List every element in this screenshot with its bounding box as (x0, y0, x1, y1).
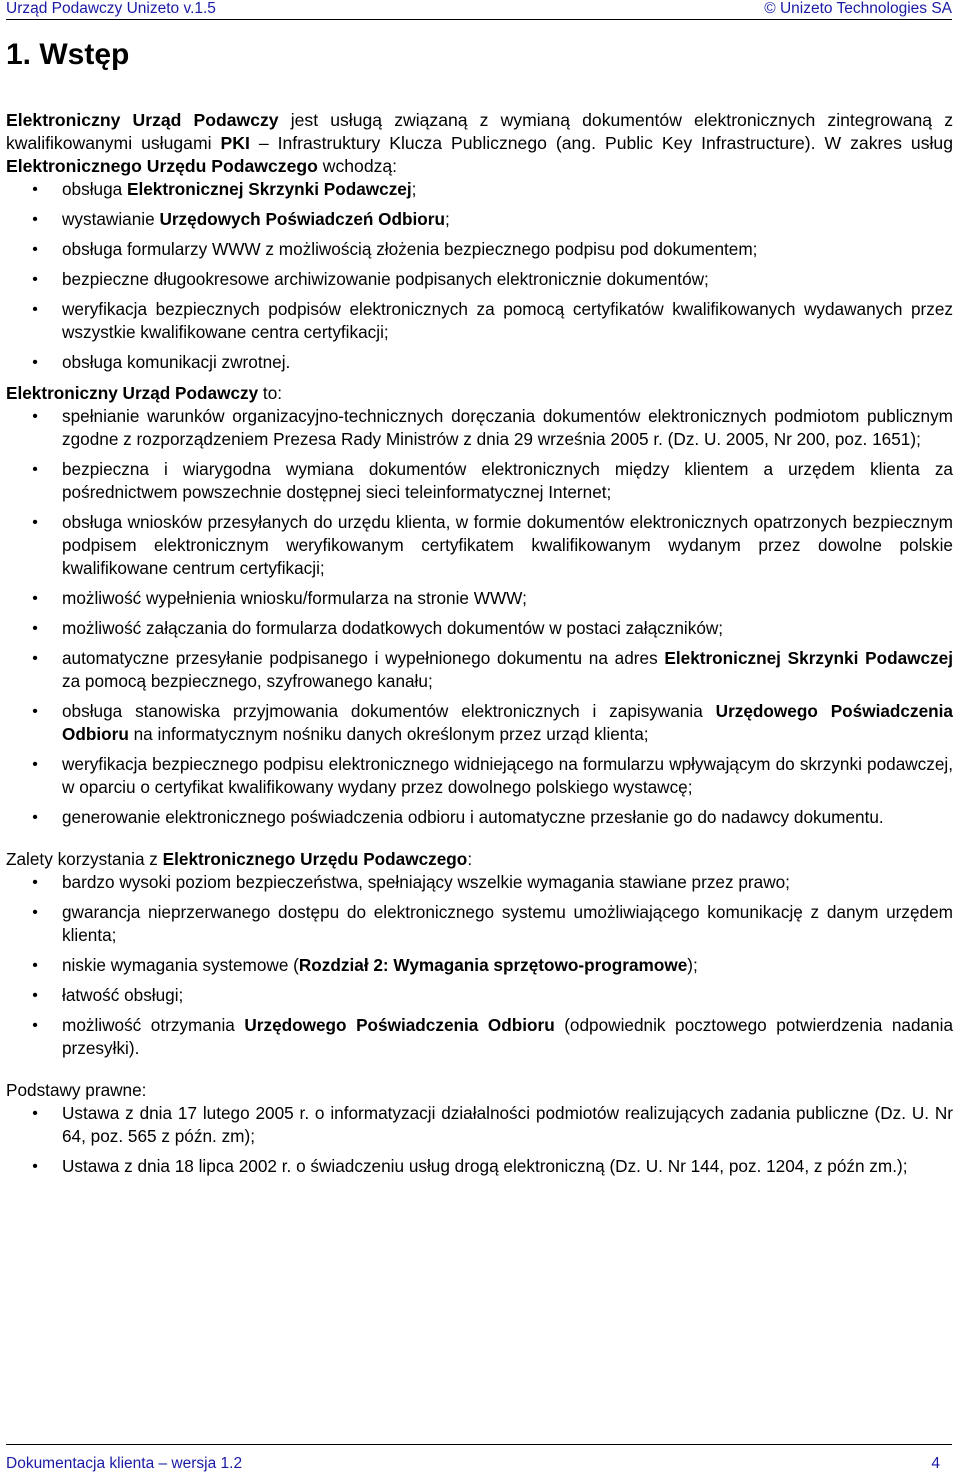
list-item: • obsługa komunikacji zwrotnej. (6, 351, 953, 374)
header-doc-title: Urząd Podawczy Unizeto v.1.5 (6, 0, 216, 17)
list-item: • niskie wymagania systemowe (Rozdział 2: Wymagania sprzętowo-programowe); (6, 954, 953, 977)
legal-list (6, 1102, 953, 1178)
page-header (6, 0, 952, 20)
bullet-icon: • (32, 301, 38, 318)
bullet-icon: • (32, 211, 38, 228)
bullet-icon: • (32, 354, 38, 371)
section-title: 1. Wstęp (6, 38, 130, 71)
list-item: • generowanie elektronicznego poświadczenia odbioru i automatyczne przesłanie go do nadawcy dokumentu. (6, 806, 953, 829)
intro-text-2: jest usługą związaną z wymianą dokumentów elektronicznych zintegrowaną z kwalifikowanymi usługami (6, 110, 953, 153)
features-list (6, 405, 953, 829)
bullet-icon: • (32, 904, 38, 921)
bullet-icon: • (32, 756, 38, 773)
intro-paragraph (6, 109, 953, 178)
advantages-list (6, 871, 953, 1060)
list-item: • Ustawa z dnia 18 lipca 2002 r. o świadczeniu usług drogą elektroniczną (Dz. U. Nr 144, poz. 1204, z późn zm.); (6, 1155, 953, 1178)
bullet-icon: • (32, 1105, 38, 1122)
list-item: • bezpieczne długookresowe archiwizowanie podpisanych elektronicznie dokumentów; (6, 268, 953, 291)
intro-text-4: – Infrastruktury Klucza Publicznego (ang. Public Key Infrastructure). W zakres usług (249, 133, 953, 153)
paragraph-eup-is: Elektroniczny Urząd Podawczy to: (6, 383, 283, 403)
intro-bold-3: PKI (220, 133, 250, 153)
bullet-icon: • (32, 181, 38, 198)
bullet-icon: • (32, 1017, 38, 1034)
page-number: 4 (931, 1455, 940, 1472)
bullet-icon: • (32, 957, 38, 974)
bullet-icon: • (32, 590, 38, 607)
bullet-icon: • (32, 987, 38, 1004)
bullet-icon: • (32, 408, 38, 425)
list-item: • automatyczne przesyłanie podpisanego i wypełnionego dokumentu na adres Elektronicznej Skrzynki Podawczej za pomocą bezpiecznego, szyfrowanego kanału; (6, 647, 953, 693)
intro-bold-5: Elektronicznego Urzędu Podawczego (6, 156, 318, 176)
list-item: • łatwość obsługi; (6, 984, 953, 1007)
intro-text-6: wchodzą: (317, 156, 398, 176)
bullet-icon: • (32, 809, 38, 826)
list-item: • gwarancja nieprzerwanego dostępu do elektronicznego systemu umożliwiającego komunikację z danym urzędem klienta; (6, 901, 953, 947)
header-copyright: © Unizeto Technologies SA (764, 0, 952, 17)
services-list (6, 178, 953, 374)
page-footer (6, 1444, 952, 1472)
intro-bold-1: Elektroniczny Urząd Podawczy (6, 110, 279, 130)
list-item: • obsługa Elektronicznej Skrzynki Podawczej; (6, 178, 953, 201)
list-item: • weryfikacja bezpiecznego podpisu elektronicznego widniejącego na formularzu wpływającym do skrzynki podawczej, w oparciu o certyfikat kwalifikowany wydany przez dowolnego polskiego wystawcę; (6, 753, 953, 799)
list-item: • możliwość załączania do formularza dodatkowych dokumentów w postaci załączników; (6, 617, 953, 640)
list-item: • spełnianie warunków organizacyjno-technicznych doręczania dokumentów elektronicznych podmiotom publicznym zgodne z rozporządzeniem Prezesa Rady Ministrów z dnia 29 września 2005 r. (Dz. U. 2005, Nr 200, poz. 1651); (6, 405, 953, 451)
bullet-icon: • (32, 703, 38, 720)
list-item: • wystawianie Urzędowych Poświadczeń Odbioru; (6, 208, 953, 231)
paragraph-advantages: Zalety korzystania z Elektronicznego Urzędu Podawczego: (6, 849, 473, 869)
footer-doc-version: Dokumentacja klienta – wersja 1.2 (6, 1455, 243, 1472)
list-item: • możliwość otrzymania Urzędowego Poświadczenia Odbioru (odpowiednik pocztowego potwierdzenia nadania przesyłki). (6, 1014, 953, 1060)
list-item: • możliwość wypełnienia wniosku/formularza na stronie WWW; (6, 587, 953, 610)
bullet-icon: • (32, 514, 38, 531)
paragraph-legal-basis: Podstawy prawne: (6, 1080, 147, 1100)
bullet-icon: • (32, 620, 38, 637)
bullet-icon: • (32, 1158, 38, 1175)
bullet-icon: • (32, 874, 38, 891)
list-item: • obsługa formularzy WWW z możliwością złożenia bezpiecznego podpisu pod dokumentem; (6, 238, 953, 261)
bullet-icon: • (32, 271, 38, 288)
list-item: • bardzo wysoki poziom bezpieczeństwa, spełniający wszelkie wymagania stawiane przez prawo; (6, 871, 953, 894)
list-item: • weryfikacja bezpiecznych podpisów elektronicznych za pomocą certyfikatów kwalifikowanych wydawanych przez wszystkie kwalifikowane centra certyfikacji; (6, 298, 953, 344)
bullet-icon: • (32, 650, 38, 667)
list-item: • Ustawa z dnia 17 lutego 2005 r. o informatyzacji działalności podmiotów realizujących zadania publiczne (Dz. U. Nr 64, poz. 565 z późn. zm); (6, 1102, 953, 1148)
list-item: • obsługa stanowiska przyjmowania dokumentów elektronicznych i zapisywania Urzędowego Poświadczenia Odbioru na informatycznym nośniku danych określonym przez urząd klienta; (6, 700, 953, 746)
document-body (6, 34, 953, 1185)
list-item: • obsługa wniosków przesyłanych do urzędu klienta, w formie dokumentów elektronicznych opatrzonych bezpiecznym podpisem elektronicznym weryfikowanym certyfikatem kwalifikowanym wydanym przez dowolne polskie kwalifikowane centrum certyfikacji; (6, 511, 953, 580)
list-item: • bezpieczna i wiarygodna wymiana dokumentów elektronicznych między klientem a urzędem klienta za pośrednictwem powszechnie dostępnej sieci teleinformatycznej Internet; (6, 458, 953, 504)
bullet-icon: • (32, 241, 38, 258)
bullet-icon: • (32, 461, 38, 478)
